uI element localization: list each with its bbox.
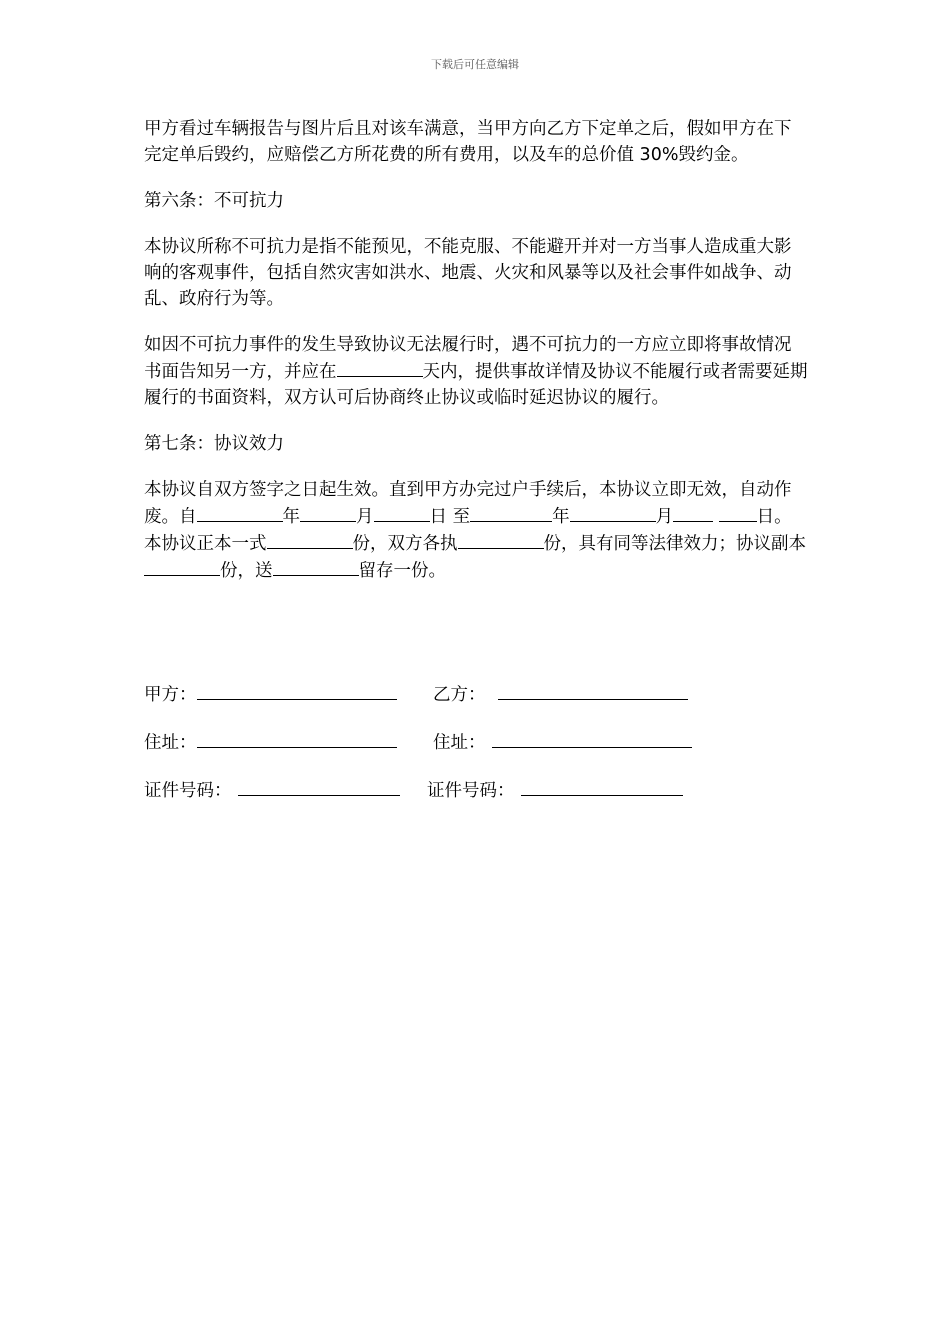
address-b-label: 住址：	[433, 733, 486, 753]
document-body	[144, 116, 808, 604]
address-b-line	[492, 727, 692, 748]
para4-text-5: 年	[552, 507, 570, 527]
paragraph-breach-penalty: 甲方看过车辆报告与图片后且对该车满意，当甲方向乙方下定单之后，假如甲方在下完定单后毁约，应赔偿乙方所花费的所有费用，以及车的总价值 30%毁约金。	[144, 119, 792, 165]
party-a-label: 甲方：	[144, 685, 197, 705]
signature-row-party	[144, 679, 808, 727]
party-b-label: 乙方：	[433, 685, 486, 705]
signature-block	[144, 679, 808, 823]
party-b-signature	[433, 679, 688, 706]
para4-text-6: 月	[655, 507, 674, 527]
end-day-blank-a	[673, 503, 713, 522]
party-a-line	[197, 679, 397, 700]
end-year-blank	[470, 503, 552, 522]
signature-row-id	[144, 775, 808, 823]
party-b-line	[498, 679, 688, 700]
paragraph-agreement-validity	[144, 477, 808, 584]
days-blank	[337, 358, 423, 377]
para4-text-11: 留存一份。	[358, 561, 446, 581]
signature-row-address	[144, 727, 808, 775]
para3-text-b: 天内，提供事故详情及协议不能履行或者需要延期履行的书面资料，双方认可后协商终止协议或临时延迟协议的履行。	[144, 362, 808, 408]
para4-text-2: 年	[282, 507, 300, 527]
id-a-label: 证件号码：	[144, 781, 232, 801]
article-7-title: 第七条：协议效力	[144, 434, 284, 454]
para4-text-1: 本协议自双方签字之日起生效。直到甲方办完过户手续后，本协议立即无效，自动作废。自	[144, 480, 792, 527]
original-copies-blank	[267, 530, 353, 549]
id-b-line	[521, 775, 683, 796]
recipient-blank	[273, 557, 359, 576]
paragraph-force-majeure-definition: 本协议所称不可抗力是指不能预见，不能克服、不能避开并对一方当事人造成重大影响的客观事件，包括自然灾害如洪水、地震、火灾和风暴等以及社会事件如战争、动乱、政府行为等。	[144, 237, 792, 309]
address-a-line	[197, 727, 397, 748]
party-a-address	[144, 727, 397, 754]
id-b-label: 证件号码：	[427, 781, 515, 801]
para4-text-3: 月	[356, 507, 374, 527]
article-6-title: 第六条：不可抗力	[144, 191, 284, 211]
end-day-blank-b	[719, 503, 757, 522]
start-month-blank	[300, 503, 356, 522]
start-day-blank	[374, 503, 430, 522]
para4-text-8: 份，双方各执	[352, 534, 458, 554]
each-party-copies-blank	[458, 530, 544, 549]
party-b-id	[427, 775, 683, 802]
party-a-id	[144, 775, 400, 802]
address-a-label: 住址：	[144, 733, 197, 753]
start-year-blank	[197, 503, 283, 522]
header-note: 下载后可任意编辑	[431, 58, 519, 71]
para4-text-9: 份，具有同等法律效力；协议副本	[543, 534, 806, 554]
end-month-blank	[570, 503, 656, 522]
para4-text-4: 日 至	[429, 507, 471, 527]
para4-text-7: 日。本协议正本一式	[144, 507, 792, 554]
paragraph-force-majeure-notice	[144, 332, 808, 411]
duplicate-copies-blank	[144, 557, 220, 576]
para4-text-10: 份，送	[220, 561, 273, 581]
party-a-signature	[144, 679, 397, 706]
id-a-line	[238, 775, 400, 796]
para3-text-a: 如因不可抗力事件的发生导致协议无法履行时，遇不可抗力的一方应立即将事故情况书面告知另一方，并应在	[144, 335, 792, 382]
party-b-address	[433, 727, 692, 754]
